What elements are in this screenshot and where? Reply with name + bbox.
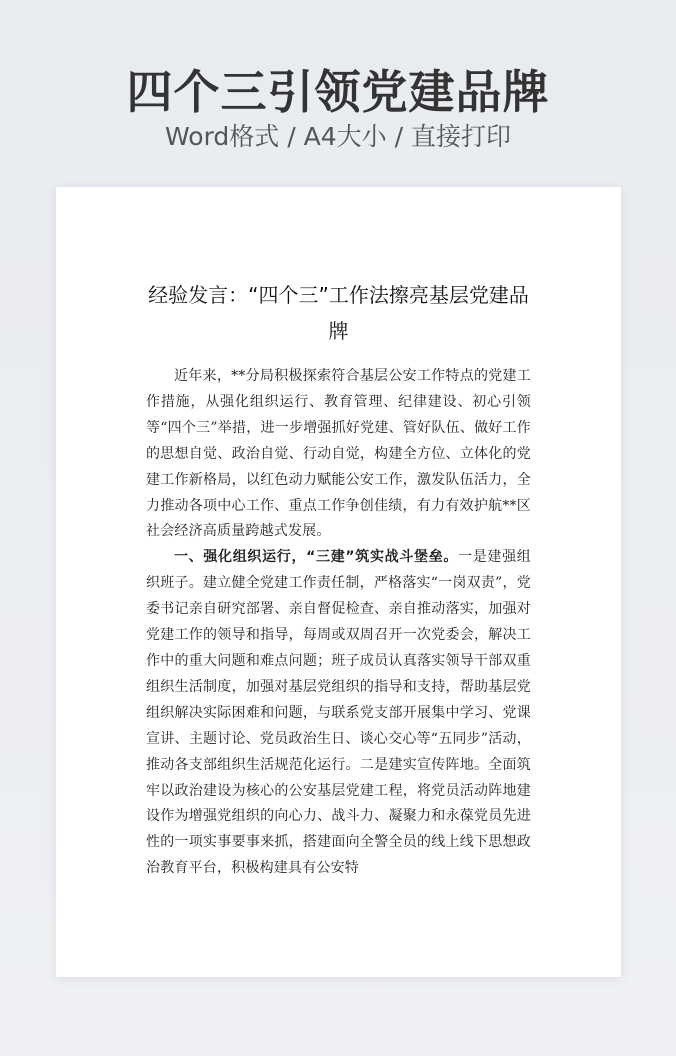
section-one-heading: 一、强化组织运行，“三建”筑实战斗堡垒。 bbox=[174, 549, 459, 566]
banner-subtitle: Word格式 / A4大小 / 直接打印 bbox=[165, 122, 511, 151]
section-one-body: 一是建强组织班子。建立健全党建工作责任制，严格落实“一岗双责”，党委书记亲自研究部署、亲自督促检查、亲自推动落实，加强对党建工作的领导和指导，每周或双周召开一次党委会，解决工作中的重大问题和难点问题；班子成员认真落实领导干部双重组织生活制度，加强对基层党组织的指导和支持，帮助基层党组织解决实际困难和问题，与联系党支部开展集中学习、党课宣讲、主题讨论、党员政治生日、谈心交心等“五同步”活动，推动各支部组织生活规范化运行。二是建实宣传阵地。全面筑牢以政治建设为核心的公安基层党建工程，将党员活动阵地建设作为增强党组织的向心力、战斗力、凝聚力和永葆党员先进性的一项实事要事来抓，搭建面向全警全员的线上线下思想政治教育平台，积极构建具有公安特 bbox=[146, 549, 531, 877]
document-title-line2: 牌 bbox=[328, 319, 349, 343]
document-title bbox=[136, 277, 541, 349]
document-body bbox=[146, 364, 531, 882]
paragraph-intro: 近年来，**分局积极探索符合基层公安工作特点的党建工作措施，从强化组织运行、教育管理、纪律建设、初心引领等“四个三”举措，进一步增强抓好党建、管好队伍、做好工作的思想自觉、政治自觉、行动自觉，构建全方位、立体化的党建工作新格局，以红色动力赋能公安工作，激发队伍活力，全力推动各项中心工作、重点工作争创佳绩，有力有效护航**区社会经济高质量跨越式发展。 bbox=[146, 368, 531, 540]
document-title-line1: 经验发言：“四个三”工作法擦亮基层党建品 bbox=[148, 283, 529, 307]
banner-title: 四个三引领党建品牌 bbox=[126, 65, 550, 119]
banner bbox=[0, 0, 676, 180]
paragraph-section-one bbox=[146, 545, 531, 882]
document-page bbox=[56, 187, 621, 977]
